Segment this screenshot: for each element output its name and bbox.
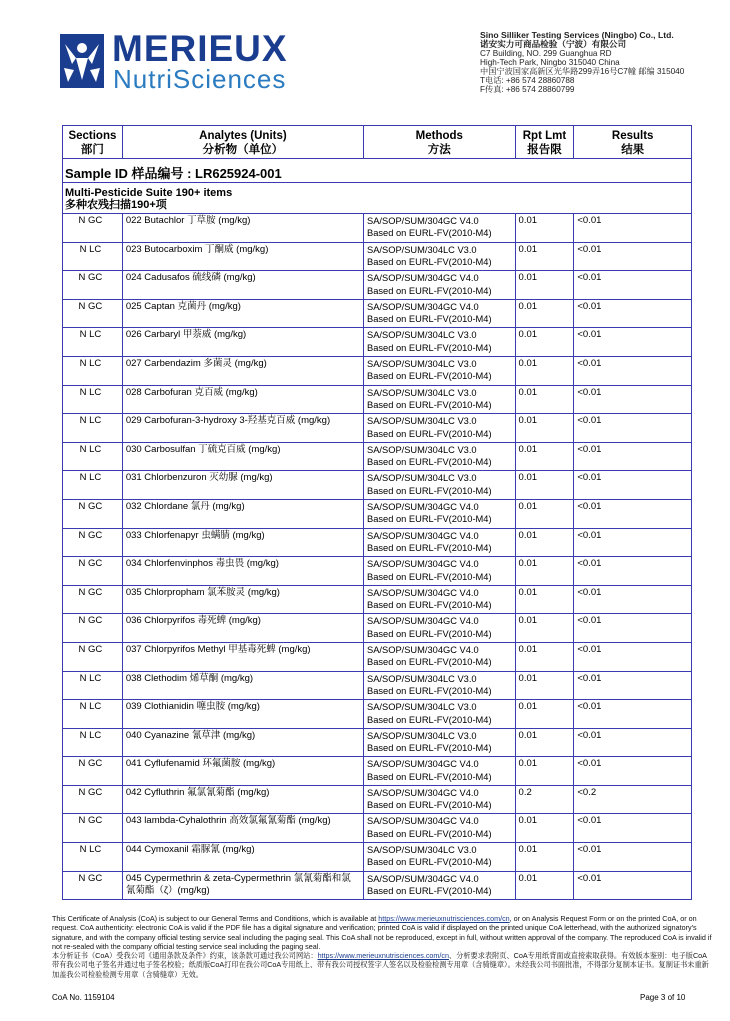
rpt-lmt-cell: 0.01 (516, 357, 575, 385)
method-cell: SA/SOP/SUM/304GC V4.0 Based on EURL-FV(2010-M4) (364, 586, 516, 614)
section-cell: N LC (63, 700, 123, 728)
result-cell: <0.01 (577, 529, 602, 541)
result-cell: <0.01 (577, 500, 602, 512)
rpt-lmt-cell: 0.01 (516, 729, 575, 757)
table-row (63, 699, 691, 728)
rpt-lmt-cell: 0.01 (516, 872, 575, 900)
telephone: T电话: +86 574 28860788 (480, 76, 575, 85)
section-cell: N GC (63, 529, 123, 557)
method-cell: SA/SOP/SUM/304GC V4.0 Based on EURL-FV(2010-M4) (364, 872, 516, 900)
analyte-cell: 027 Carbendazim 多菌灵 (mg/kg) (123, 357, 364, 385)
section-cell: N GC (63, 586, 123, 614)
result-cell: <0.01 (577, 386, 602, 398)
analyte-cell: 042 Cyfluthrin 氟氯氰菊酯 (mg/kg) (123, 786, 364, 814)
result-cell: <0.01 (577, 329, 602, 341)
rpt-lmt-cell: 0.01 (516, 271, 575, 299)
method-cell: SA/SOP/SUM/304GC V4.0 Based on EURL-FV(2010-M4) (364, 500, 516, 528)
suite-title: Multi-Pesticide Suite 190+ items 多种农残扫描190+项 (65, 187, 233, 211)
section-cell: N GC (63, 557, 123, 585)
method-cell: SA/SOP/SUM/304LC V3.0 Based on EURL-FV(2010-M4) (364, 328, 516, 356)
table-header-row (63, 126, 691, 159)
result-cell: <0.01 (577, 615, 602, 627)
result-cell: <0.01 (577, 758, 602, 770)
result-cell: <0.01 (577, 443, 602, 455)
terms-link[interactable]: https://www.merieuxnutrisciences.com/cn (378, 914, 510, 923)
address-line: High-Tech Park, Ningbo 315040 China (480, 58, 620, 67)
rpt-lmt-cell: 0.01 (516, 243, 575, 271)
method-cell: SA/SOP/SUM/304LC V3.0 Based on EURL-FV(2010-M4) (364, 243, 516, 271)
rpt-lmt-cell: 0.01 (516, 614, 575, 642)
analyte-cell: 028 Carbofuran 克百威 (mg/kg) (123, 386, 364, 414)
method-cell: SA/SOP/SUM/304GC V4.0 Based on EURL-FV(2010-M4) (364, 529, 516, 557)
section-cell: N LC (63, 471, 123, 499)
table-row (63, 642, 691, 671)
table-row (63, 756, 691, 785)
table-row (63, 785, 691, 814)
rpt-lmt-cell: 0.01 (516, 500, 575, 528)
table-row (63, 842, 691, 871)
report-header (0, 0, 730, 120)
table-row (63, 242, 691, 271)
rpt-lmt-cell: 0.01 (516, 443, 575, 471)
method-cell: SA/SOP/SUM/304GC V4.0 Based on EURL-FV(2010-M4) (364, 214, 516, 242)
analyte-cell: 025 Captan 克菌丹 (mg/kg) (123, 300, 364, 328)
table-row (63, 470, 691, 499)
analyte-cell: 030 Carbosulfan 丁硫克百威 (mg/kg) (123, 443, 364, 471)
table-row (63, 327, 691, 356)
rpt-lmt-cell: 0.01 (516, 700, 575, 728)
result-cell: <0.01 (577, 215, 602, 226)
rpt-lmt-cell: 0.01 (516, 643, 575, 671)
analyte-cell: 033 Chlorfenapyr 虫螨腈 (mg/kg) (123, 529, 364, 557)
method-cell: SA/SOP/SUM/304LC V3.0 Based on EURL-FV(2010-M4) (364, 672, 516, 700)
table-row (63, 871, 691, 900)
method-cell: SA/SOP/SUM/304GC V4.0 Based on EURL-FV(2010-M4) (364, 300, 516, 328)
table-row (63, 528, 691, 557)
method-cell: SA/SOP/SUM/304LC V3.0 Based on EURL-FV(2010-M4) (364, 729, 516, 757)
method-cell: SA/SOP/SUM/304GC V4.0 Based on EURL-FV(2010-M4) (364, 786, 516, 814)
method-cell: SA/SOP/SUM/304GC V4.0 Based on EURL-FV(2010-M4) (364, 557, 516, 585)
rpt-lmt-cell: 0.01 (516, 300, 575, 328)
company-name-en: Sino Silliker Testing Services (Ningbo) Co., Ltd. (480, 30, 674, 40)
table-row (63, 385, 691, 414)
result-cell: <0.01 (577, 586, 602, 598)
result-cell: <0.01 (577, 701, 602, 713)
analyte-cell: 023 Butocarboxim 丁酮威 (mg/kg) (123, 243, 364, 271)
address-cn: 中国宁波国家高新区光华路299弄16号C7幢 邮编 315040 (480, 67, 685, 76)
company-name-cn: 诺安实力可商品检验（宁波）有限公司 (480, 39, 627, 49)
result-cell: <0.01 (577, 729, 602, 741)
analyte-cell: 022 Butachlor 丁草胺 (mg/kg) (123, 214, 364, 242)
section-cell: N GC (63, 786, 123, 814)
section-cell: N LC (63, 729, 123, 757)
analyte-cell: 034 Chlorfenvinphos 毒虫畏 (mg/kg) (123, 557, 364, 585)
analyte-cell: 043 lambda-Cyhalothrin 高效氯氟氰菊酯 (mg/kg) (123, 814, 364, 842)
logo-figure-icon (60, 34, 104, 88)
table-row (63, 813, 691, 842)
result-cell: <0.01 (577, 672, 602, 684)
result-cell: <0.01 (577, 243, 602, 255)
column-header-rpt-lmt: Rpt Lmt 报告限 (516, 126, 575, 158)
address-line: C7 Building, NO. 299 Guanghua RD (480, 49, 612, 58)
column-header-analytes: Analytes (Units) 分析物（单位） (123, 126, 364, 158)
result-cell: <0.01 (577, 815, 602, 827)
rpt-lmt-cell: 0.01 (516, 586, 575, 614)
analyte-cell: 026 Carbaryl 甲萘威 (mg/kg) (123, 328, 364, 356)
rpt-lmt-cell: 0.01 (516, 529, 575, 557)
table-row (63, 442, 691, 471)
analyte-cell: 024 Cadusafos 硫线磷 (mg/kg) (123, 271, 364, 299)
analyte-cell: 045 Cypermethrin & zeta-Cypermethrin 氯氰菊酯和氯氰菊酯（ζ）(mg/kg) (123, 872, 364, 900)
rpt-lmt-cell: 0.01 (516, 814, 575, 842)
analyte-cell: 035 Chlorpropham 氯苯胺灵 (mg/kg) (123, 586, 364, 614)
results-table (62, 125, 692, 900)
table-row (63, 270, 691, 299)
result-cell: <0.01 (577, 415, 602, 427)
method-cell: SA/SOP/SUM/304GC V4.0 Based on EURL-FV(2010-M4) (364, 814, 516, 842)
analyte-cell: 032 Chlordane 氯丹 (mg/kg) (123, 500, 364, 528)
result-cell: <0.01 (577, 472, 602, 484)
section-cell: N LC (63, 386, 123, 414)
company-address-block (480, 31, 720, 94)
analyte-cell: 036 Chlorpyrifos 毒死蜱 (mg/kg) (123, 614, 364, 642)
result-cell: <0.01 (577, 558, 602, 570)
section-cell: N GC (63, 614, 123, 642)
analyte-cell: 039 Clothianidin 噻虫胺 (mg/kg) (123, 700, 364, 728)
section-cell: N GC (63, 814, 123, 842)
rpt-lmt-cell: 0.01 (516, 757, 575, 785)
fax: F传真: +86 574 28860799 (480, 85, 575, 94)
logo-wordmark: MERIEUX (112, 28, 288, 69)
coa-number: CoA No. 1159104 (52, 993, 115, 1002)
method-cell: SA/SOP/SUM/304LC V3.0 Based on EURL-FV(2010-M4) (364, 357, 516, 385)
column-header-sections: Sections 部门 (63, 126, 123, 158)
method-cell: SA/SOP/SUM/304GC V4.0 Based on EURL-FV(2010-M4) (364, 643, 516, 671)
column-header-methods: Methods 方法 (364, 126, 516, 158)
section-cell: N LC (63, 357, 123, 385)
section-cell: N GC (63, 643, 123, 671)
table-row (63, 356, 691, 385)
section-cell: N LC (63, 328, 123, 356)
result-cell: <0.01 (577, 844, 602, 856)
rpt-lmt-cell: 0.01 (516, 557, 575, 585)
table-row (63, 556, 691, 585)
rpt-lmt-cell: 0.01 (516, 414, 575, 442)
table-row (63, 413, 691, 442)
result-cell: <0.01 (577, 357, 602, 369)
footer-disclaimer: This Certificate of Analysis (CoA) is subject to our General Terms and Conditions, which is available at https://www.merieuxnutrisciences.com/cn, or on Analysis Request Form or on the printed CoA, or on request. CoA authenticity: electronic CoA is valid if the PDF file has a digital signature and verification; printed CoA is valid if displayed on the printed unique CoA letterhead, with the authorized signatory's signature, and with the company official testing service seal including the paging seal. This CoA shall not be reproduced, except in full, without written approval of the company. The reproduced CoA is invalid if not re-sealed with the company official testing service seal including the paging seal. 本分析证书（CoA）受我公司《通用条款及条件》约束，该条款可通过我公司网站：https://www.merieuxnutrisciences.com/cn、分析要求表附页、CoA专用纸背面或直接索取获得。有效版本鉴别：电子版CoA带有我公司电子签名并通过电子签名校验；纸质版CoA打印在我公司CoA专用纸上、带有我公司授权签字人签名以及检验检测专用章（含骑缝章）。未经我公司书面批准，不得部分复制本证书。复制证书未重新加盖我公司检验检测专用章（含骑缝章）无效。 (52, 914, 712, 979)
table-body (63, 213, 691, 899)
rpt-lmt-cell: 0.01 (516, 843, 575, 871)
method-cell: SA/SOP/SUM/304LC V3.0 Based on EURL-FV(2010-M4) (364, 414, 516, 442)
method-cell: SA/SOP/SUM/304GC V4.0 Based on EURL-FV(2010-M4) (364, 271, 516, 299)
logo-subwordmark: NutriSciences (113, 64, 287, 94)
table-row (63, 585, 691, 614)
result-cell: <0.01 (577, 872, 602, 884)
table-row (63, 299, 691, 328)
analyte-cell: 037 Chlorpyrifos Methyl 甲基毒死蜱 (mg/kg) (123, 643, 364, 671)
section-cell: N GC (63, 214, 123, 242)
section-cell: N LC (63, 414, 123, 442)
rpt-lmt-cell: 0.01 (516, 386, 575, 414)
result-cell: <0.2 (577, 786, 597, 798)
section-cell: N LC (63, 443, 123, 471)
table-row (63, 499, 691, 528)
section-cell: N LC (63, 843, 123, 871)
section-cell: N GC (63, 500, 123, 528)
page-number: Page 3 of 10 (640, 993, 686, 1002)
table-row (63, 613, 691, 642)
section-cell: N GC (63, 757, 123, 785)
analyte-cell: 044 Cymoxanil 霜脲氰 (mg/kg) (123, 843, 364, 871)
rpt-lmt-cell: 0.2 (516, 786, 575, 814)
analyte-cell: 041 Cyflufenamid 环氟菌胺 (mg/kg) (123, 757, 364, 785)
method-cell: SA/SOP/SUM/304LC V3.0 Based on EURL-FV(2010-M4) (364, 700, 516, 728)
terms-link-cn[interactable]: https://www.merieuxnutrisciences.com/cn (317, 951, 449, 961)
table-row (63, 213, 691, 242)
sample-id: Sample ID 样品编号 : LR625924-001 (63, 159, 691, 183)
analyte-cell: 038 Clethodim 烯草酮 (mg/kg) (123, 672, 364, 700)
method-cell: SA/SOP/SUM/304LC V3.0 Based on EURL-FV(2010-M4) (364, 443, 516, 471)
section-cell: N GC (63, 872, 123, 900)
merieux-logo (60, 28, 300, 94)
method-cell: SA/SOP/SUM/304LC V3.0 Based on EURL-FV(2010-M4) (364, 471, 516, 499)
method-cell: SA/SOP/SUM/304LC V3.0 Based on EURL-FV(2010-M4) (364, 386, 516, 414)
method-cell: SA/SOP/SUM/304GC V4.0 Based on EURL-FV(2010-M4) (364, 757, 516, 785)
method-cell: SA/SOP/SUM/304GC V4.0 Based on EURL-FV(2010-M4) (364, 614, 516, 642)
rpt-lmt-cell: 0.01 (516, 471, 575, 499)
analyte-cell: 040 Cyanazine 氰草津 (mg/kg) (123, 729, 364, 757)
rpt-lmt-cell: 0.01 (516, 328, 575, 356)
method-cell: SA/SOP/SUM/304LC V3.0 Based on EURL-FV(2010-M4) (364, 843, 516, 871)
section-cell: N LC (63, 672, 123, 700)
column-header-results: Results 结果 (611, 130, 654, 156)
section-cell: N GC (63, 300, 123, 328)
result-cell: <0.01 (577, 643, 602, 655)
rpt-lmt-cell: 0.01 (516, 214, 575, 242)
rpt-lmt-cell: 0.01 (516, 672, 575, 700)
table-row (63, 728, 691, 757)
section-cell: N LC (63, 243, 123, 271)
result-cell: <0.01 (577, 300, 602, 312)
analyte-cell: 031 Chlorbenzuron 灭幼脲 (mg/kg) (123, 471, 364, 499)
analyte-cell: 029 Carbofuran-3-hydroxy 3-羟基克百威 (mg/kg) (123, 414, 364, 442)
result-cell: <0.01 (577, 272, 602, 284)
table-row (63, 671, 691, 700)
section-cell: N GC (63, 271, 123, 299)
